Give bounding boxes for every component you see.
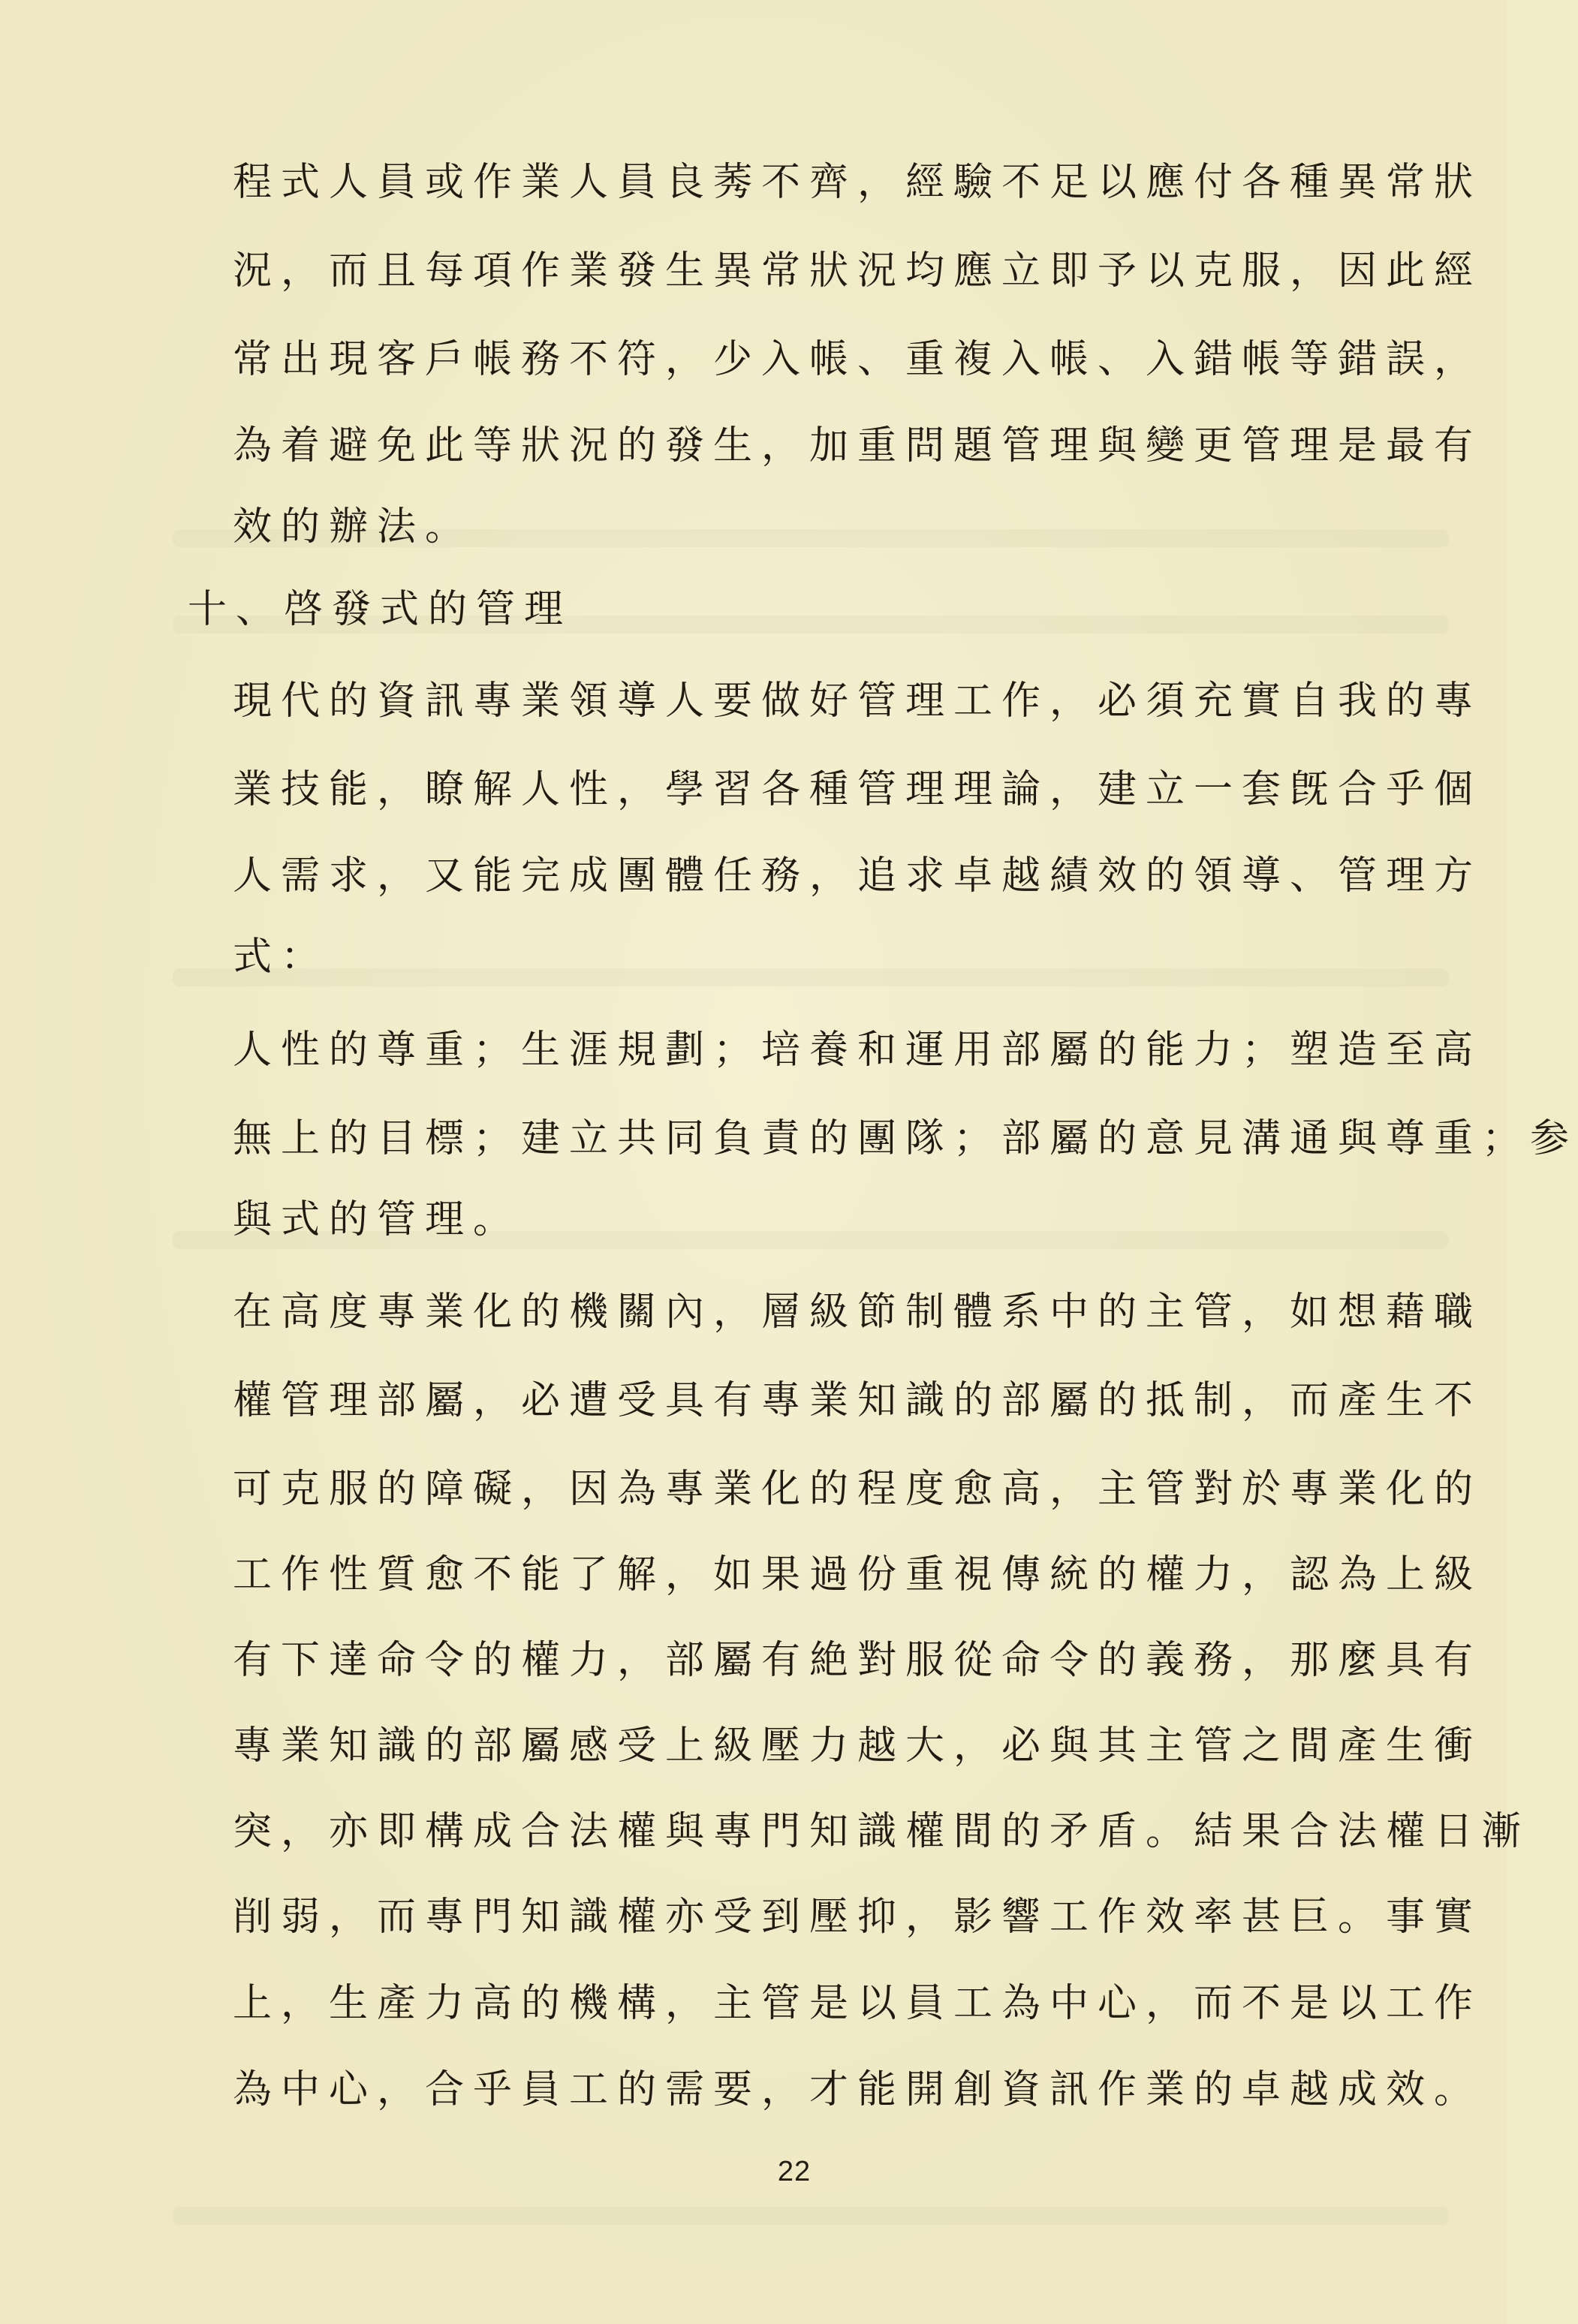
body-text-line: 工作性質愈不能了解，如果過份重視傳統的權力，認為上級 — [233, 1552, 1483, 1597]
body-text-line: 可克服的障礙，因為專業化的程度愈高，主管對於專業化的 — [233, 1467, 1483, 1512]
body-text-line: 專業知識的部屬感受上級壓力越大，必與其主管之間產生衝 — [233, 1723, 1483, 1769]
body-text-line: 效的辦法。 — [233, 504, 474, 549]
body-text-line: 在高度專業化的機關內，層級節制體系中的主管，如想藉職 — [233, 1290, 1483, 1335]
body-text-line: 現代的資訊專業領導人要做好管理工作，必須充實自我的專 — [233, 679, 1483, 724]
page-number: 22 — [777, 2156, 812, 2187]
body-text-line: 突，亦即構成合法權與專門知識權間的矛盾。結果合法權日漸 — [233, 1809, 1531, 1854]
body-text-line: 與式的管理。 — [233, 1197, 522, 1242]
body-text-line: 上，生產力高的機構，主管是以員工為中心，而不是以工作 — [233, 1981, 1483, 2026]
body-text-line: 有下達命令的權力，部屬有絶對服從命令的義務，那麼具有 — [233, 1638, 1483, 1683]
body-text-line: 況，而且每項作業發生異常狀況均應立即予以克服，因此經 — [233, 248, 1483, 294]
body-text-line: 為中心，合乎員工的需要，才能開創資訊作業的卓越成效。 — [233, 2067, 1483, 2112]
body-text-line: 人需求，又能完成團體任務，追求卓越績效的領導、管理方 — [233, 853, 1483, 899]
body-text-line: 業技能，瞭解人性，學習各種管理理論，建立一套旣合乎個 — [233, 767, 1483, 812]
body-text-line: 權管理部屬，必遭受具有專業知識的部屬的抵制，而產生不 — [233, 1378, 1483, 1423]
body-text-line: 削弱，而專門知識權亦受到壓抑，影響工作效率甚巨。事實 — [233, 1895, 1483, 1940]
section-heading: 十、啓發式的管理 — [188, 587, 573, 632]
body-text-line: 式： — [233, 935, 330, 980]
body-text-line: 常出現客戶帳務不符，少入帳、重複入帳、入錯帳等錯誤， — [233, 337, 1483, 382]
body-text-line: 為着避免此等狀況的發生，加重問題管理與變更管理是最有 — [233, 423, 1483, 468]
body-text-line: 人性的尊重；生涯規劃；培養和運用部屬的能力；塑造至高 — [233, 1028, 1483, 1073]
body-text-line: 無上的目標；建立共同負責的團隊；部屬的意見溝通與尊重；参 — [233, 1116, 1578, 1161]
body-text-line: 程式人員或作業人員良莠不齊，經驗不足以應付各種異常狀 — [233, 160, 1483, 205]
show-through-line — [173, 2207, 1449, 2225]
